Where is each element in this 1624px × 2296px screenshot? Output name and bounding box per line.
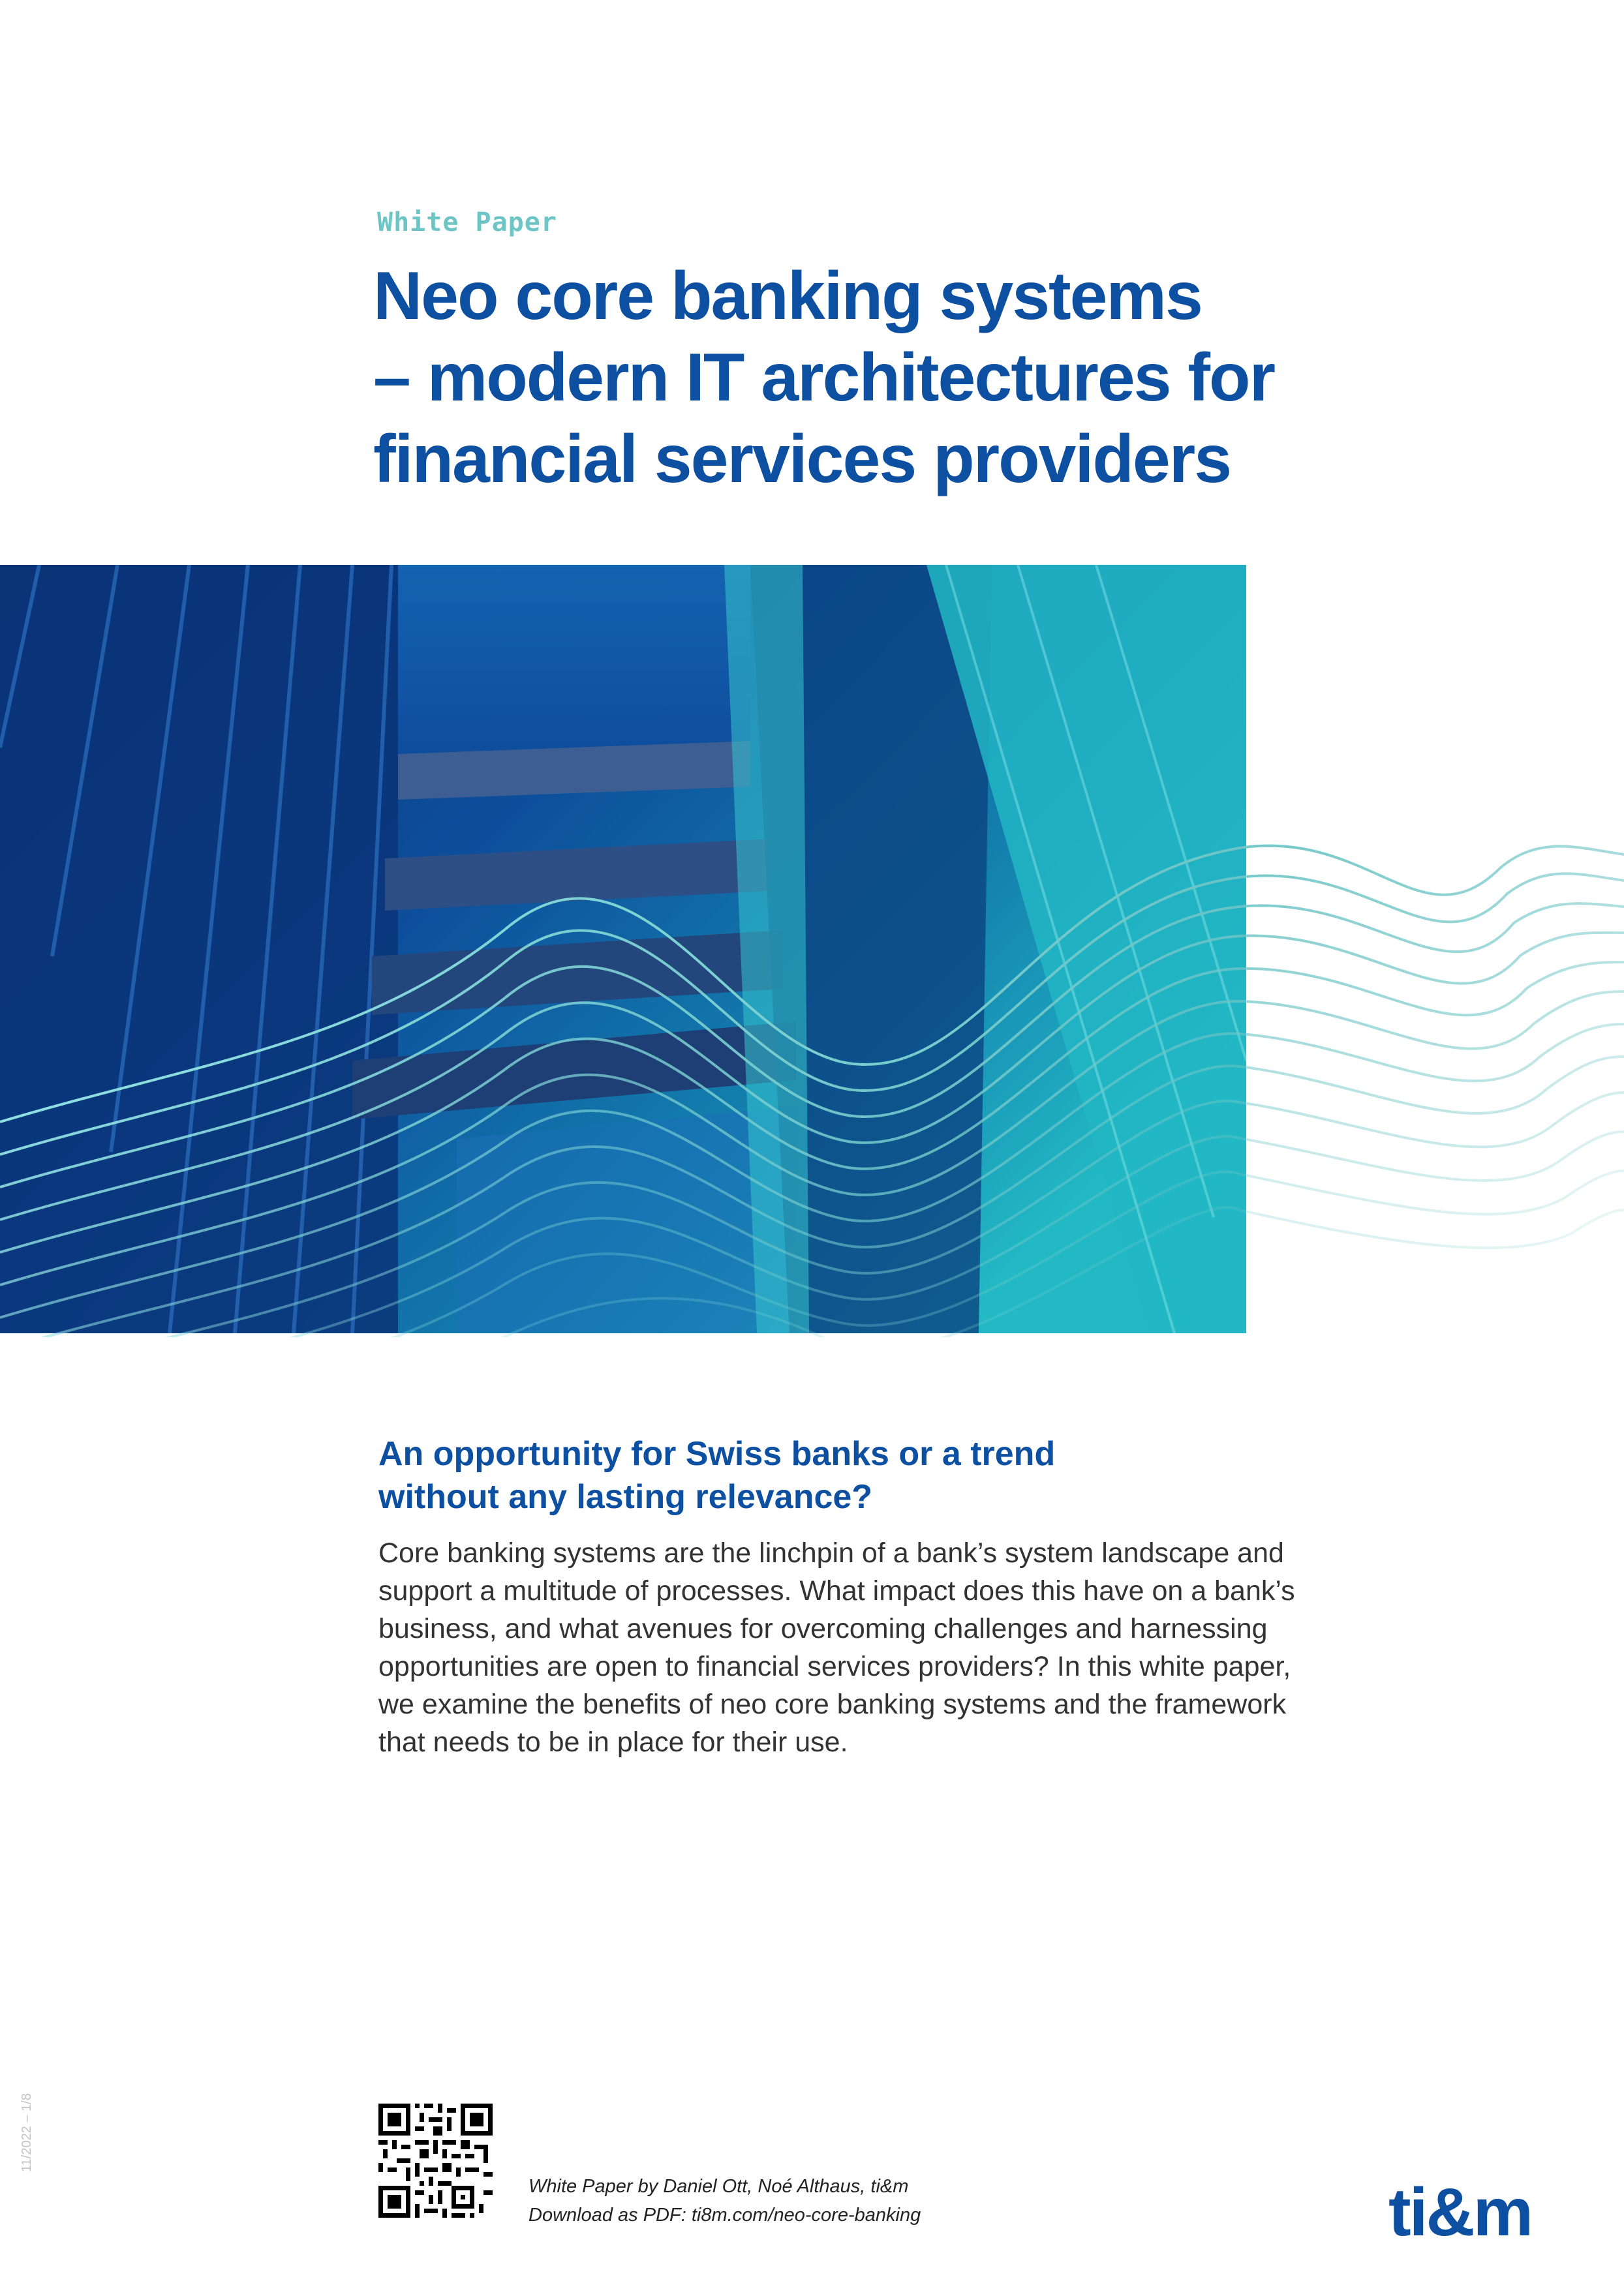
section-subtitle bbox=[378, 1432, 1292, 1518]
author-credit: White Paper by Daniel Ott, Noé Althaus, ti&m bbox=[529, 2176, 909, 2197]
paragraph-line: business, and what avenues for overcoming challenges and harnessing bbox=[378, 1613, 1268, 1644]
title-line: financial services providers bbox=[373, 421, 1231, 497]
subtitle-line: An opportunity for Swiss banks or a trend bbox=[378, 1435, 1056, 1473]
company-logo: ti&m bbox=[1388, 2175, 1532, 2250]
paragraph-line: Core banking systems are the linchpin of a bank’s system landscape and bbox=[378, 1537, 1284, 1569]
paragraph-line: we examine the benefits of neo core banking systems and the framework bbox=[378, 1689, 1287, 1720]
paragraph-line: support a multitude of processes. What impact does this have on a bank’s bbox=[378, 1575, 1295, 1607]
title-line: Neo core banking systems bbox=[373, 258, 1202, 334]
title-line: – modern IT architectures for bbox=[373, 340, 1275, 415]
page-info: 11/2022 – 1/8 bbox=[20, 2093, 34, 2172]
document-kicker: White Paper bbox=[377, 207, 557, 237]
qr-code[interactable] bbox=[378, 2104, 493, 2218]
intro-paragraph bbox=[378, 1534, 1295, 1761]
paragraph-line: that needs to be in place for their use. bbox=[378, 1727, 848, 1758]
document-title bbox=[373, 256, 1352, 500]
paragraph-line: opportunities are open to financial services providers? In this white paper, bbox=[378, 1651, 1291, 1682]
credits-block bbox=[529, 2172, 921, 2229]
decorative-waves bbox=[0, 828, 1624, 1337]
subtitle-line: without any lasting relevance? bbox=[378, 1478, 873, 1516]
download-link[interactable]: Download as PDF: ti8m.com/neo-core-banking bbox=[529, 2205, 921, 2226]
